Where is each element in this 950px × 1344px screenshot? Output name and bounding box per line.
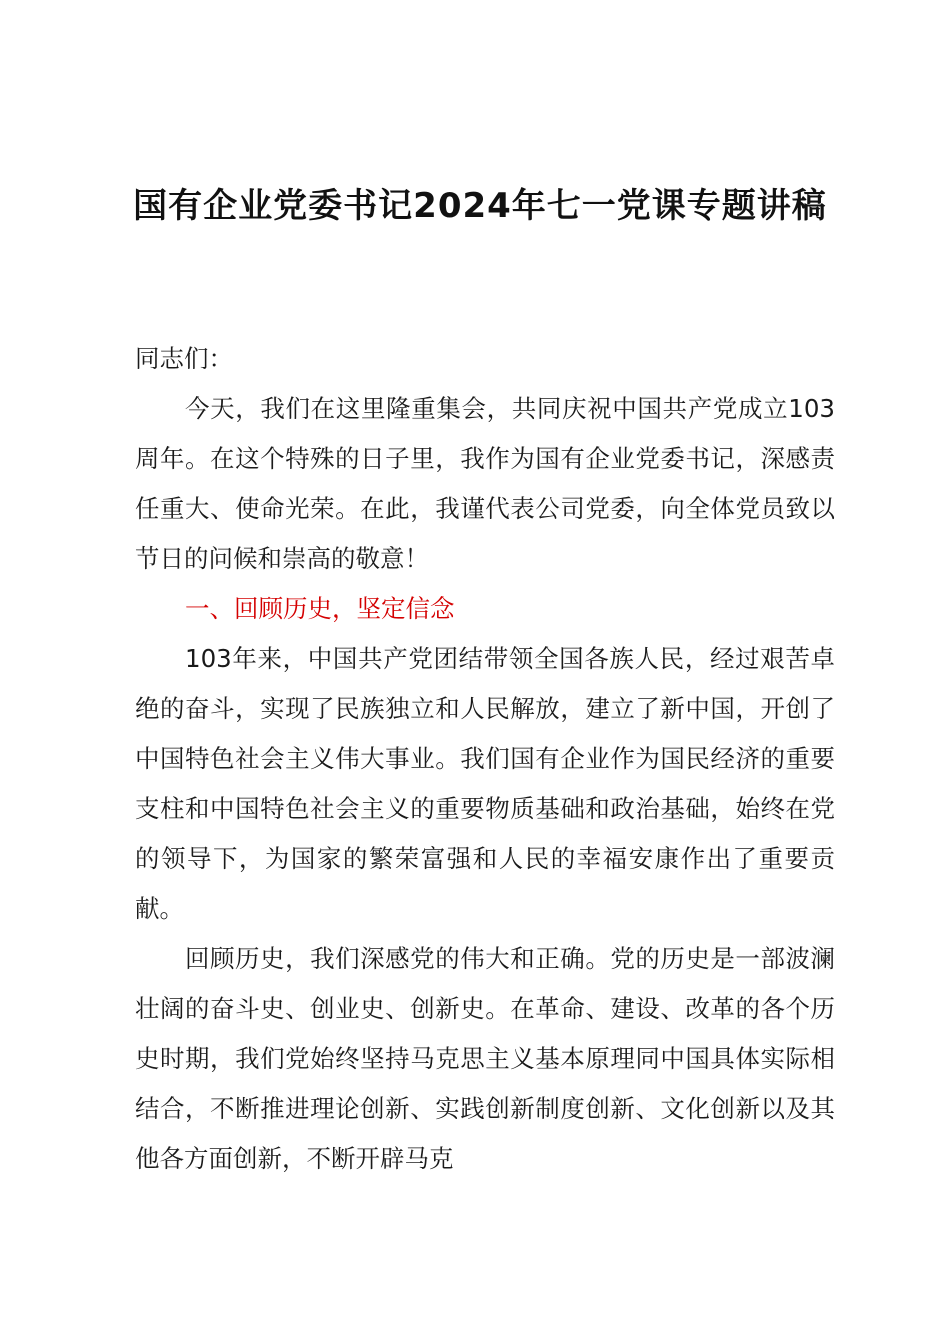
section-heading-1: 一、回顾历史，坚定信念 [185,594,455,623]
paragraph-opening: 今天，我们在这里隆重集会，共同庆祝中国共产党成立103周年。在这个特殊的日子里，我作为国有企业党委书记，深感责任重大、使命光荣。在此，我谨代表公司党委，向全体党员致以节日的问候和崇高的敬意！ [135,394,835,573]
document-title: 国有企业党委书记2024年七一党课专题讲稿 [133,186,827,226]
document-body [135,334,835,1184]
paragraph-review: 回顾历史，我们深感党的伟大和正确。党的历史是一部波澜壮阔的奋斗史、创业史、创新史。在革命、建设、改革的各个历史时期，我们党始终坚持马克思主义基本原理同中国具体实际相结合，不断推进理论创新、实践创新制度创新、文化创新以及其他各方面创新，不断开辟马克 [135,944,835,1173]
salutation: 同志们： [135,344,233,373]
paragraph-history: 103年来，中国共产党团结带领全国各族人民，经过艰苦卓绝的奋斗，实现了民族独立和人民解放，建立了新中国，开创了中国特色社会主义伟大事业。我们国有企业作为国民经济的重要支柱和中国特色社会主义的重要物质基础和政治基础，始终在党的领导下，为国家的繁荣富强和人民的幸福安康作出了重要贡献。 [135,644,835,923]
